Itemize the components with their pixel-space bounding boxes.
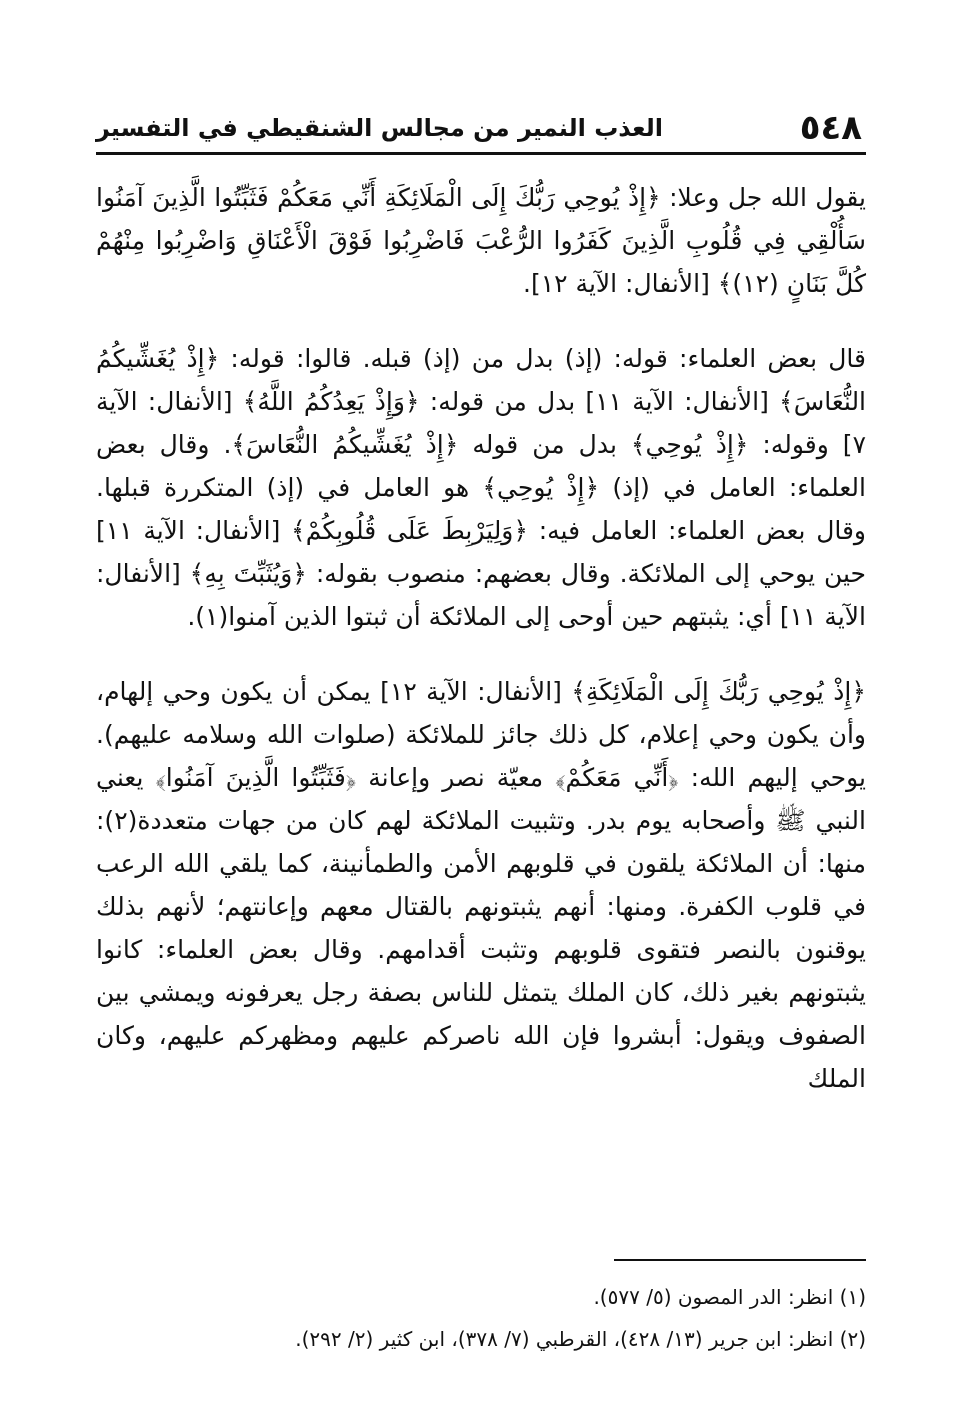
footnote-2: (٢) انظر: ابن جرير (١٣/ ٤٢٨)، القرطبي (٧/ ٣٧٨)، ابن كثير (٢/ ٢٩٢). <box>295 1327 866 1351</box>
page-number: ٥٤٨ <box>799 108 862 148</box>
paragraph-grammar-discussion: قال بعض العلماء: قوله: (إذ) بدل من (إذ) قبله. قالوا: قوله: ﴿إِذْ يُغَشِّيكُمُ النُّعَاسَ﴾ [الأنفال: الآية ١١] بدل من قوله: ﴿وَإِذْ يَعِدُكُمُ اللَّهُ﴾ [الأنفال: الآية ٧] وقوله: ﴿إِذْ يُوحِي﴾ بدل من قوله ﴿إِذْ يُغَشِّيكُمُ النُّعَاسَ﴾. وقال بعض العلماء: العامل في (إذ) ﴿إِذْ يُوحِي﴾ هو العامل في (إذ) المتكررة قبلها. وقال بعض العلماء: العامل فيه: ﴿وَلِيَرْبِطَ عَلَى قُلُوبِكُمْ﴾ [الأنفال: الآية ١١] حين يوحي إلى الملائكة. وقال بعضهم: منصوب بقوله: ﴿وَيُثَبِّتَ بِهِ﴾ [الأنفال: الآية ١١] أي: يثبتهم حين أوحى إلى الملائكة أن ثبتوا الذين آمنوا(١). <box>96 344 867 631</box>
running-title: العذب النمير من مجالس الشنقيطي في التفسير <box>96 114 663 142</box>
main-text <box>96 176 866 1132</box>
page-header <box>96 104 866 155</box>
paragraph-angels-support: ﴿إِذْ يُوحِي رَبُّكَ إِلَى الْمَلَائِكَةِ﴾ [الأنفال: الآية ١٢] يمكن أن يكون وحي إلهام، وأن يكون وحي إعلام، كل ذلك جائز للملائكة (صلوات الله وسلامه عليهم). يوحي إليهم الله: ﴿أَنِّي مَعَكُمْ﴾ معيّة نصر وإعانة ﴿فَثَبِّتُوا الَّذِينَ آمَنُوا﴾ يعني النبي ﷺ وأصحابه يوم بدر. وتثبيت الملائكة لهم كان من جهات متعددة(٢): منها: أن الملائكة يلقون في قلوبهم الأمن والطمأنينة، كما يلقي الله الرعب في قلوب الكفرة. ومنها: أنهم يثبتونهم بالقتال معهم وإعانتهم؛ لأنهم بذلك يوقنون بالنصر فتقوى قلوبهم وتثبت أقدامهم. وقال بعض العلماء: كانوا يثبتونهم بغير ذلك، كان الملك يتمثل للناس بصفة رجل يعرفونه ويمشي بين الصفوف ويقول: أبشروا فإن الله ناصركم عليهم ومظهركم عليهم، وكان الملك <box>96 677 866 1093</box>
paragraph-verse-quote: يقول الله جل وعلا: ﴿إِذْ يُوحِي رَبُّكَ إِلَى الْمَلَائِكَةِ أَنِّي مَعَكُمْ فَثَبِّتُوا الَّذِينَ آمَنُوا سَأُلْقِي فِي قُلُوبِ الَّذِينَ كَفَرُوا الرُّعْبَ فَاضْرِبُوا فَوْقَ الْأَعْنَاقِ وَاضْرِبُوا مِنْهُمْ كُلَّ بَنَانٍ (١٢)﴾ [الأنفال: الآية ١٢]. <box>96 183 866 298</box>
book-page <box>96 0 866 1411</box>
footnotes <box>96 1276 866 1360</box>
footnote-divider <box>614 1259 866 1261</box>
footnote-1: (١) انظر: الدر المصون (٥/ ٥٧٧). <box>593 1285 866 1309</box>
